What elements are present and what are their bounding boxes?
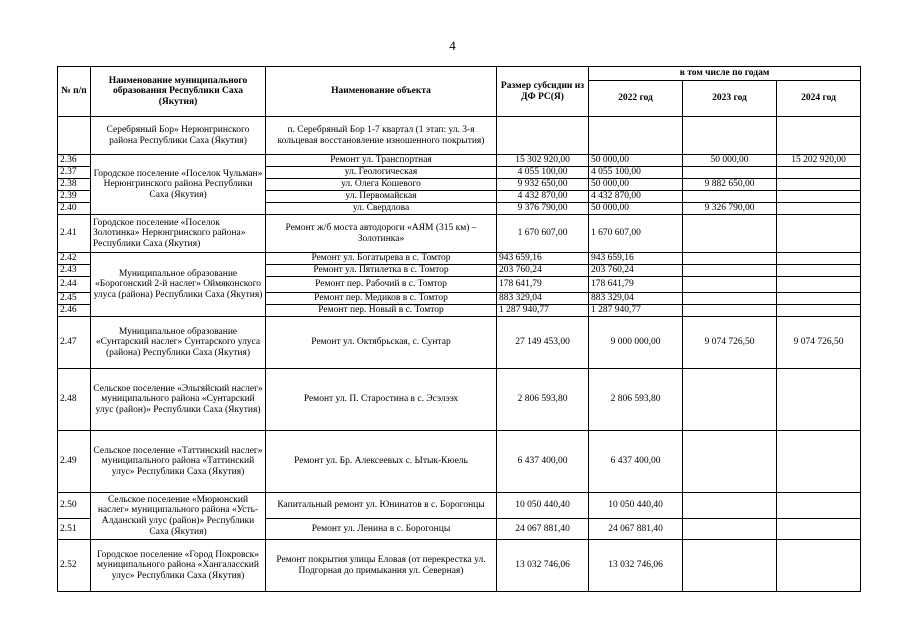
row-object: Капитальный ремонт ул. Юнинатов в с. Борогонцы: [266, 493, 497, 519]
row-object: Ремонт ул. Пятилетка в с. Томтор: [266, 265, 497, 277]
row-2022: 50 000,00: [589, 179, 683, 191]
row-2022: 10 050 440,40: [589, 493, 683, 519]
row-2024: 15 202 920,00: [777, 155, 861, 167]
row-num: 2.39: [58, 191, 91, 203]
row-2024: [777, 203, 861, 215]
row-object: Ремонт ул. Бр. Алексеевых с. Ытык-Кюель: [266, 431, 497, 493]
row-num: [58, 117, 91, 155]
row-2024: [777, 277, 861, 293]
row-2023: [683, 540, 777, 592]
row-num: 2.48: [58, 369, 91, 431]
row-object: Ремонт ул. Богатырева в с. Томтор: [266, 253, 497, 265]
table-row: [58, 493, 861, 519]
row-2022: 1 670 607,00: [589, 215, 683, 253]
row-subsidy: 24 067 881,40: [497, 519, 589, 540]
row-2023: [683, 369, 777, 431]
row-num: 2.47: [58, 317, 91, 369]
row-2024: [777, 519, 861, 540]
row-object: Ремонт ул. Ленина в с. Борогонцы: [266, 519, 497, 540]
row-2022: 9 000 000,00: [589, 317, 683, 369]
header-2024: 2024 год: [777, 81, 861, 117]
row-2023: [683, 493, 777, 519]
row-municipality: Городское поселение «Поселок Золотинка» Нерюнгринского района» Республики Саха (Якутия): [91, 215, 266, 253]
row-num: 2.37: [58, 167, 91, 179]
row-subsidy: 6 437 400,00: [497, 431, 589, 493]
row-2022: 6 437 400,00: [589, 431, 683, 493]
row-subsidy: [497, 117, 589, 155]
row-2023: [683, 253, 777, 265]
header-object: Наименование объекта: [266, 67, 497, 117]
row-2023: [683, 191, 777, 203]
row-num: 2.50: [58, 493, 91, 519]
row-2023: [683, 519, 777, 540]
row-2022: 943 659,16: [589, 253, 683, 265]
row-subsidy: 883 329,04: [497, 293, 589, 305]
row-2023: [683, 215, 777, 253]
row-2023: [683, 277, 777, 293]
row-2023: [683, 117, 777, 155]
row-2024: [777, 493, 861, 519]
header-subsidy: Размер субсидии из ДФ РС(Я): [497, 67, 589, 117]
header-2022: 2022 год: [589, 81, 683, 117]
row-object: Ремонт пер. Новый в с. Томтор: [266, 305, 497, 317]
header-municipality: Наименование муниципального образования Республики Саха (Якутия): [91, 67, 266, 117]
row-2024: [777, 167, 861, 179]
row-object: Ремонт пер. Рабочий в с. Томтор: [266, 277, 497, 293]
row-2024: [777, 305, 861, 317]
row-2023: 9 326 790,00: [683, 203, 777, 215]
row-2022: 1 287 940,77: [589, 305, 683, 317]
row-2022: [589, 117, 683, 155]
row-num: 2.46: [58, 305, 91, 317]
header-2023: 2023 год: [683, 81, 777, 117]
row-2024: [777, 265, 861, 277]
row-2023: [683, 293, 777, 305]
row-2023: 50 000,00: [683, 155, 777, 167]
row-object: Ремонт покрытия улицы Еловая (от перекрестка ул. Подгорная до примыкания ул. Северная): [266, 540, 497, 592]
row-municipality: Сельское поселение «Мюрюнский наслег» муниципального района «Усть-Алданский улус (район)» Республики Саха (Якутия): [91, 493, 266, 540]
row-municipality: Серебряный Бор» Нерюнгринского района Республики Саха (Якутия): [91, 117, 266, 155]
row-2022: 50 000,00: [589, 155, 683, 167]
row-2022: 178 641,79: [589, 277, 683, 293]
row-2024: [777, 117, 861, 155]
row-num: 2.38: [58, 179, 91, 191]
row-num: 2.45: [58, 293, 91, 305]
page-number: 4: [449, 38, 456, 53]
row-2024: [777, 369, 861, 431]
row-object: Ремонт ул. Транспортная: [266, 155, 497, 167]
table-row: [58, 215, 861, 253]
row-object: ул. Олега Кошевого: [266, 179, 497, 191]
row-subsidy: 203 760,24: [497, 265, 589, 277]
row-municipality: Муниципальное образование «Сунтарский наслег» Сунтарского улуса (района) Республики Саха (Якутия): [91, 317, 266, 369]
row-subsidy: 9 932 650,00: [497, 179, 589, 191]
row-num: 2.43: [58, 265, 91, 277]
table-row: [58, 431, 861, 493]
row-2022: 4 432 870,00: [589, 191, 683, 203]
row-subsidy: 9 376 790,00: [497, 203, 589, 215]
row-num: 2.51: [58, 519, 91, 540]
row-subsidy: 178 641,79: [497, 277, 589, 293]
row-object: Ремонт пер. Медиков в с. Томтор: [266, 293, 497, 305]
row-object: ул. Свердлова: [266, 203, 497, 215]
row-2022: 203 760,24: [589, 265, 683, 277]
row-municipality: Городское поселение «Поселок Чульман» Нерюнгринского района Республики Саха (Якутия): [91, 155, 266, 215]
row-2022: 883 329,04: [589, 293, 683, 305]
row-num: 2.40: [58, 203, 91, 215]
table-row: [58, 369, 861, 431]
row-2023: [683, 265, 777, 277]
row-2024: [777, 179, 861, 191]
row-2023: [683, 167, 777, 179]
table-row: [58, 117, 861, 155]
row-subsidy: 4 055 100,00: [497, 167, 589, 179]
table-row: [58, 540, 861, 592]
row-num: 2.42: [58, 253, 91, 265]
row-subsidy: 1 287 940,77: [497, 305, 589, 317]
row-num: 2.36: [58, 155, 91, 167]
row-2024: [777, 215, 861, 253]
row-subsidy: 13 032 746,06: [497, 540, 589, 592]
row-2024: [777, 191, 861, 203]
row-subsidy: 27 149 453,00: [497, 317, 589, 369]
row-2023: [683, 431, 777, 493]
table-row: [58, 317, 861, 369]
subsidy-table: [57, 66, 861, 592]
row-subsidy: 943 659,16: [497, 253, 589, 265]
row-2022: 2 806 593,80: [589, 369, 683, 431]
row-object: Ремонт ул. П. Старостина в с. Эсэлээх: [266, 369, 497, 431]
row-municipality: Сельское поселение «Эльгяйский наслег» муниципального района «Сунтарский улус (район)» Республики Саха (Якутия): [91, 369, 266, 431]
row-object: Ремонт ул. Октябрьская, с. Сунтар: [266, 317, 497, 369]
row-2023: 9 074 726,50: [683, 317, 777, 369]
row-municipality: Муниципальное образование «Борогонский 2-й наслег» Оймяконского улуса (района) Республики Саха (Якутия): [91, 253, 266, 317]
header-num: № п/п: [58, 67, 91, 117]
row-num: 2.44: [58, 277, 91, 293]
row-municipality: Городское поселение «Город Покровск» муниципального района «Хангаласский улус» Республики Саха (Якутия): [91, 540, 266, 592]
row-subsidy: 1 670 607,00: [497, 215, 589, 253]
row-subsidy: 4 432 870,00: [497, 191, 589, 203]
row-2024: [777, 431, 861, 493]
row-object: ул. Первомайская: [266, 191, 497, 203]
row-2023: 9 882 650,00: [683, 179, 777, 191]
row-subsidy: 15 302 920,00: [497, 155, 589, 167]
table-row: [58, 155, 861, 167]
row-municipality: Сельское поселение «Таттинский наслег» муниципального района «Таттинский улус» Республики Саха (Якутия): [91, 431, 266, 493]
row-2022: 13 032 746,06: [589, 540, 683, 592]
row-2022: 4 055 100,00: [589, 167, 683, 179]
table-row: [58, 253, 861, 265]
row-num: 2.49: [58, 431, 91, 493]
row-2022: 50 000,00: [589, 203, 683, 215]
row-2024: 9 074 726,50: [777, 317, 861, 369]
header-by-years: в том числе по годам: [589, 67, 861, 81]
row-2022: 24 067 881,40: [589, 519, 683, 540]
row-2024: [777, 253, 861, 265]
row-2024: [777, 540, 861, 592]
row-object: Ремонт ж/б моста автодороги «АЯМ (315 км) – Золотинка»: [266, 215, 497, 253]
row-subsidy: 2 806 593,80: [497, 369, 589, 431]
row-num: 2.41: [58, 215, 91, 253]
row-2024: [777, 293, 861, 305]
row-2023: [683, 305, 777, 317]
row-subsidy: 10 050 440,40: [497, 493, 589, 519]
row-num: 2.52: [58, 540, 91, 592]
row-object: ул. Геологическая: [266, 167, 497, 179]
row-object: п. Серебряный Бор 1-7 квартал (1 этап: ул. 3-я кольцевая восстановление изношенного покрытия): [266, 117, 497, 155]
